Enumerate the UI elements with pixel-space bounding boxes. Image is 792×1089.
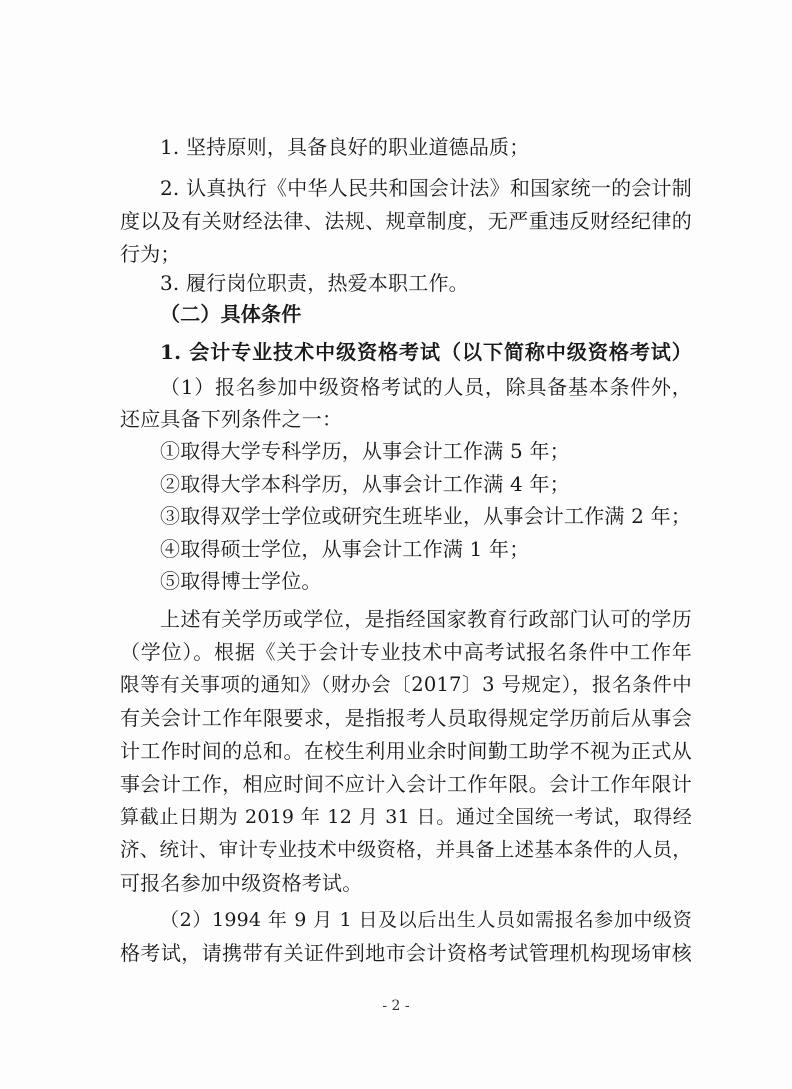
paragraph-line: 3. 履行岗位职责，热爱本职工作。 [160, 271, 469, 295]
paragraph-line: （2）1994 年 9 月 1 日及以后出生人员如需报名参加中级资 [160, 909, 692, 931]
paragraph-line: 格考试，请携带有关证件到地市会计资格考试管理机构现场审核 [120, 941, 692, 965]
paragraph-line: （学位）。根据《关于会计专业技术中高考试报名条件中工作年 [120, 640, 692, 664]
subsection-heading: 1. 会计专业技术中级资格考试（以下简称中级资格考试） [160, 340, 692, 364]
paragraph-line: 度以及有关财经法律、法规、规章制度，无严重违反财经纪律的 [120, 209, 692, 233]
list-item: ③取得双学士学位或研究生班毕业，从事会计工作满 2 年； [160, 504, 692, 528]
paragraph-line: 计工作时间的总和。在校生利用业余时间勤工助学不视为正式从 [120, 739, 692, 763]
list-item: ①取得大学专科学历，从事会计工作满 5 年； [160, 439, 570, 463]
list-item: ②取得大学本科学历，从事会计工作满 4 年； [160, 472, 570, 496]
paragraph-line: 1. 坚持原则，具备良好的职业道德品质； [160, 135, 530, 159]
paragraph-line: 济、统计、审计专业技术中级资格，并具备上述基本条件的人员， [120, 838, 692, 861]
section-heading: （二）具体条件 [160, 302, 302, 326]
paragraph-line: 有关会计工作年限要求，是指报考人员取得规定学历前后从事会 [120, 706, 692, 730]
paragraph-line: 2. 认真执行《中华人民共和国会计法》和国家统一的会计制 [160, 176, 692, 200]
paragraph-line: 事会计工作，相应时间不应计入会计工作年限。会计工作年限计 [120, 772, 692, 796]
list-item: ④取得硕士学位，从事会计工作满 1 年； [160, 537, 530, 561]
page-number: - 2 - [382, 998, 410, 1014]
paragraph-line: 还应具备下列条件之一： [120, 407, 343, 431]
paragraph-line: 行为； [120, 242, 181, 266]
list-item: ⑤取得博士学位。 [160, 569, 322, 593]
paragraph-line: 限等有关事项的通知》（财办会〔2017〕3 号规定），报名条件中 [120, 673, 692, 696]
paragraph-line: 算截止日期为 2019 年 12 月 31 日。通过全国统一考试，取得经 [120, 806, 692, 828]
paragraph-line: 上述有关学历或学位，是指经国家教育行政部门认可的学历 [160, 607, 692, 631]
paragraph-line: 可报名参加中级资格考试。 [120, 871, 363, 895]
paragraph-line: （1）报名参加中级资格考试的人员，除具备基本条件外， [160, 375, 692, 399]
